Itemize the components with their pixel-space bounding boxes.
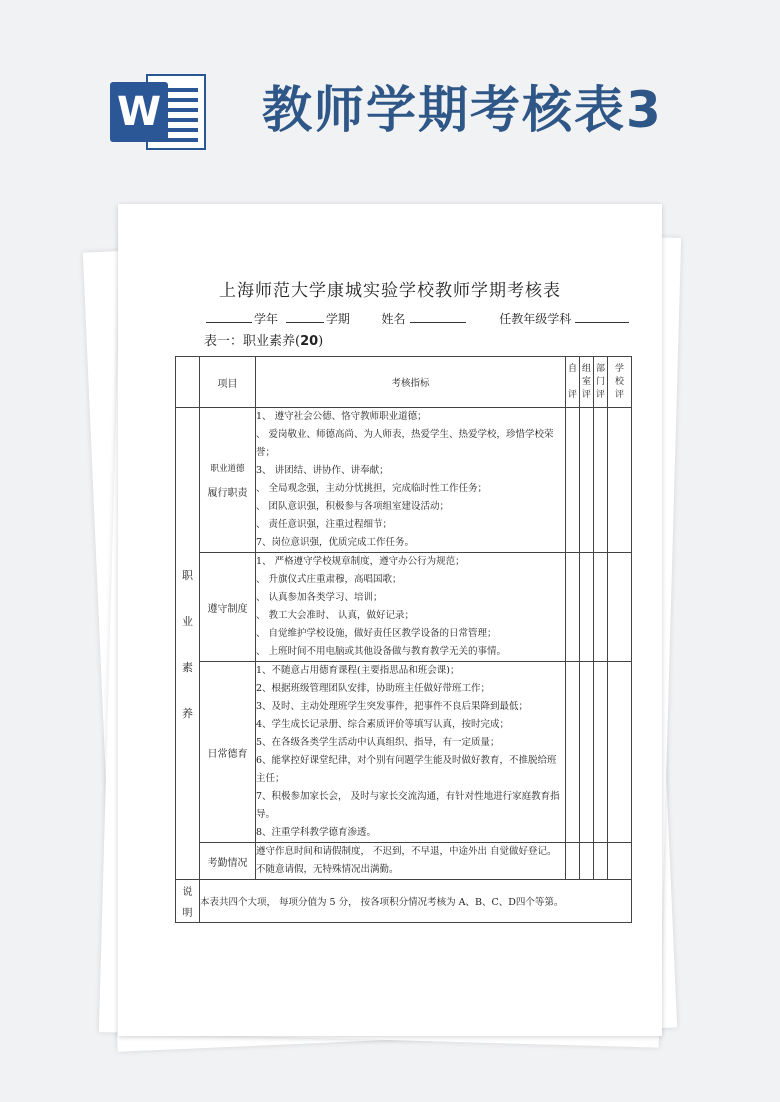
score-cell[interactable] — [594, 408, 608, 553]
table-row — [176, 843, 632, 880]
score-cell[interactable] — [566, 408, 580, 553]
score-cell[interactable] — [566, 662, 580, 843]
indicator-list — [256, 408, 566, 553]
list-item: 、 上班时间不用电脑或其他设备做与教育教学无关的事情。 — [256, 646, 507, 657]
score-cell[interactable] — [594, 553, 608, 662]
list-item: 7、岗位意识强，优质完成工作任务。 — [256, 537, 415, 548]
name-blank — [410, 310, 466, 323]
score-cell[interactable] — [566, 843, 580, 880]
category-cell: 职 业 素 养 — [176, 408, 200, 880]
header-item: 项目 — [200, 357, 256, 408]
word-document-icon — [110, 68, 208, 154]
caption-suffix: ) — [318, 334, 324, 349]
list-item: 5、在各级各类学生活动中认真组织、指导，有一定质量； — [256, 737, 500, 748]
list-item: 1、不随意占用德育课程(主要指思品和班会课)； — [256, 665, 460, 676]
list-item: 、 自觉维护学校设施，做好责任区教学设备的日常管理； — [256, 628, 497, 639]
list-item: 、 认真参加各类学习、培训； — [256, 592, 383, 603]
score-cell[interactable] — [608, 843, 632, 880]
score-cell[interactable] — [608, 553, 632, 662]
header-blank-cell — [176, 357, 200, 408]
note-label: 说 明 — [176, 880, 200, 923]
score-cell[interactable] — [580, 662, 594, 843]
name-label: 姓名 — [381, 312, 406, 326]
indicator-list — [256, 662, 566, 843]
document-page — [118, 204, 662, 1036]
list-item: 遵守作息时间和请假制度， 不迟到，不早退，中途外出 自觉做好登记。不随意请假，无特殊情况出满勤。 — [256, 846, 557, 875]
list-item: 、 升旗仪式庄重肃穆，高唱国歌； — [256, 574, 402, 585]
list-item: 、 教工大会准时、 认真，做好记录； — [256, 610, 415, 621]
table-row — [176, 553, 632, 662]
info-line — [206, 310, 629, 327]
year-blank — [206, 310, 252, 323]
caption-score: 20 — [300, 334, 319, 349]
header-self-eval: 自 评 — [566, 357, 580, 408]
list-item: 3、 讲团结、讲协作、讲奉献； — [256, 465, 389, 476]
list-item: 1、 严格遵守学校规章制度，遵守办公行为规范； — [256, 556, 465, 567]
caption-prefix: 表一：职业素养( — [204, 334, 301, 349]
list-item: 1、 遵守社会公德、恪守教师职业道德； — [256, 411, 427, 422]
evaluation-table — [175, 356, 632, 923]
score-cell[interactable] — [580, 408, 594, 553]
list-item: 2、根据班级管理团队安排，协助班主任做好带班工作； — [256, 683, 491, 694]
grade-subject-blank — [575, 310, 629, 323]
term-blank — [286, 310, 324, 323]
list-item: 、 团队意识强，积极参与各项组室建设活动； — [256, 501, 450, 512]
list-item: 4、学生成长记录册、综合素质评价等填写认真，按时完成； — [256, 719, 510, 730]
section-label-cell — [200, 553, 256, 662]
table-row — [176, 408, 632, 553]
document-title: 上海师范大学康城实验学校教师学期考核表 — [219, 281, 561, 301]
grade-subject-label: 任教年级学科 — [499, 312, 572, 326]
word-logo-letter: W — [110, 82, 168, 142]
list-item: 、 责任意识强，注重过程细节； — [256, 519, 393, 530]
score-cell[interactable] — [594, 843, 608, 880]
year-label: 学年 — [254, 312, 279, 326]
table-header-row — [176, 357, 632, 408]
banner-title: 教师学期考核表3 — [262, 81, 663, 139]
section-label: 日常德育 — [207, 748, 248, 760]
score-cell[interactable] — [580, 843, 594, 880]
indicator-list — [256, 553, 566, 662]
score-cell[interactable] — [594, 662, 608, 843]
header-dept-eval: 部 门 评 — [594, 357, 608, 408]
section-label: 履行职责 — [207, 487, 248, 499]
score-cell[interactable] — [608, 408, 632, 553]
section-label-cell — [200, 843, 256, 880]
section-small-label: 职业道德 — [210, 463, 245, 474]
list-item: 8、注重学科教学德育渗透。 — [256, 827, 377, 838]
section-label-cell — [200, 408, 256, 553]
score-cell[interactable] — [580, 553, 594, 662]
list-item: 6、能掌控好课堂纪律，对个别有问题学生能及时做好教育，不推脱给班主任； — [256, 755, 557, 784]
banner — [0, 0, 780, 200]
table-caption — [204, 330, 323, 349]
score-cell[interactable] — [608, 662, 632, 843]
section-label: 考勤情况 — [207, 857, 248, 869]
score-cell[interactable] — [566, 553, 580, 662]
note-row — [176, 880, 632, 923]
list-item: 7、积极参加家长会， 及时与家长交流沟通，有针对性地进行家庭教育指导。 — [256, 791, 560, 820]
section-label-cell — [200, 662, 256, 843]
header-indicator: 考核指标 — [256, 357, 566, 408]
indicator-list — [256, 843, 566, 880]
list-item: 3、及时、主动处理班学生突发事件，把事件不良后果降到最低； — [256, 701, 529, 712]
note-text: 本表共四个大项， 每项分值为 5 分， 按各项积分情况考核为 A、B、C、D四个等第。 — [200, 880, 632, 923]
header-group-eval: 组 室 评 — [580, 357, 594, 408]
term-label: 学期 — [325, 312, 350, 326]
list-item: 、 爱岗敬业、师德高尚、为人师表，热爱学生、热爱学校，珍惜学校荣誉； — [256, 429, 554, 458]
section-label: 遵守制度 — [207, 603, 248, 615]
table-row — [176, 662, 632, 843]
header-school-eval: 学 校 评 — [608, 357, 632, 408]
list-item: 、 全局观念强，主动分忧挑担，完成临时性工作任务； — [256, 483, 488, 494]
